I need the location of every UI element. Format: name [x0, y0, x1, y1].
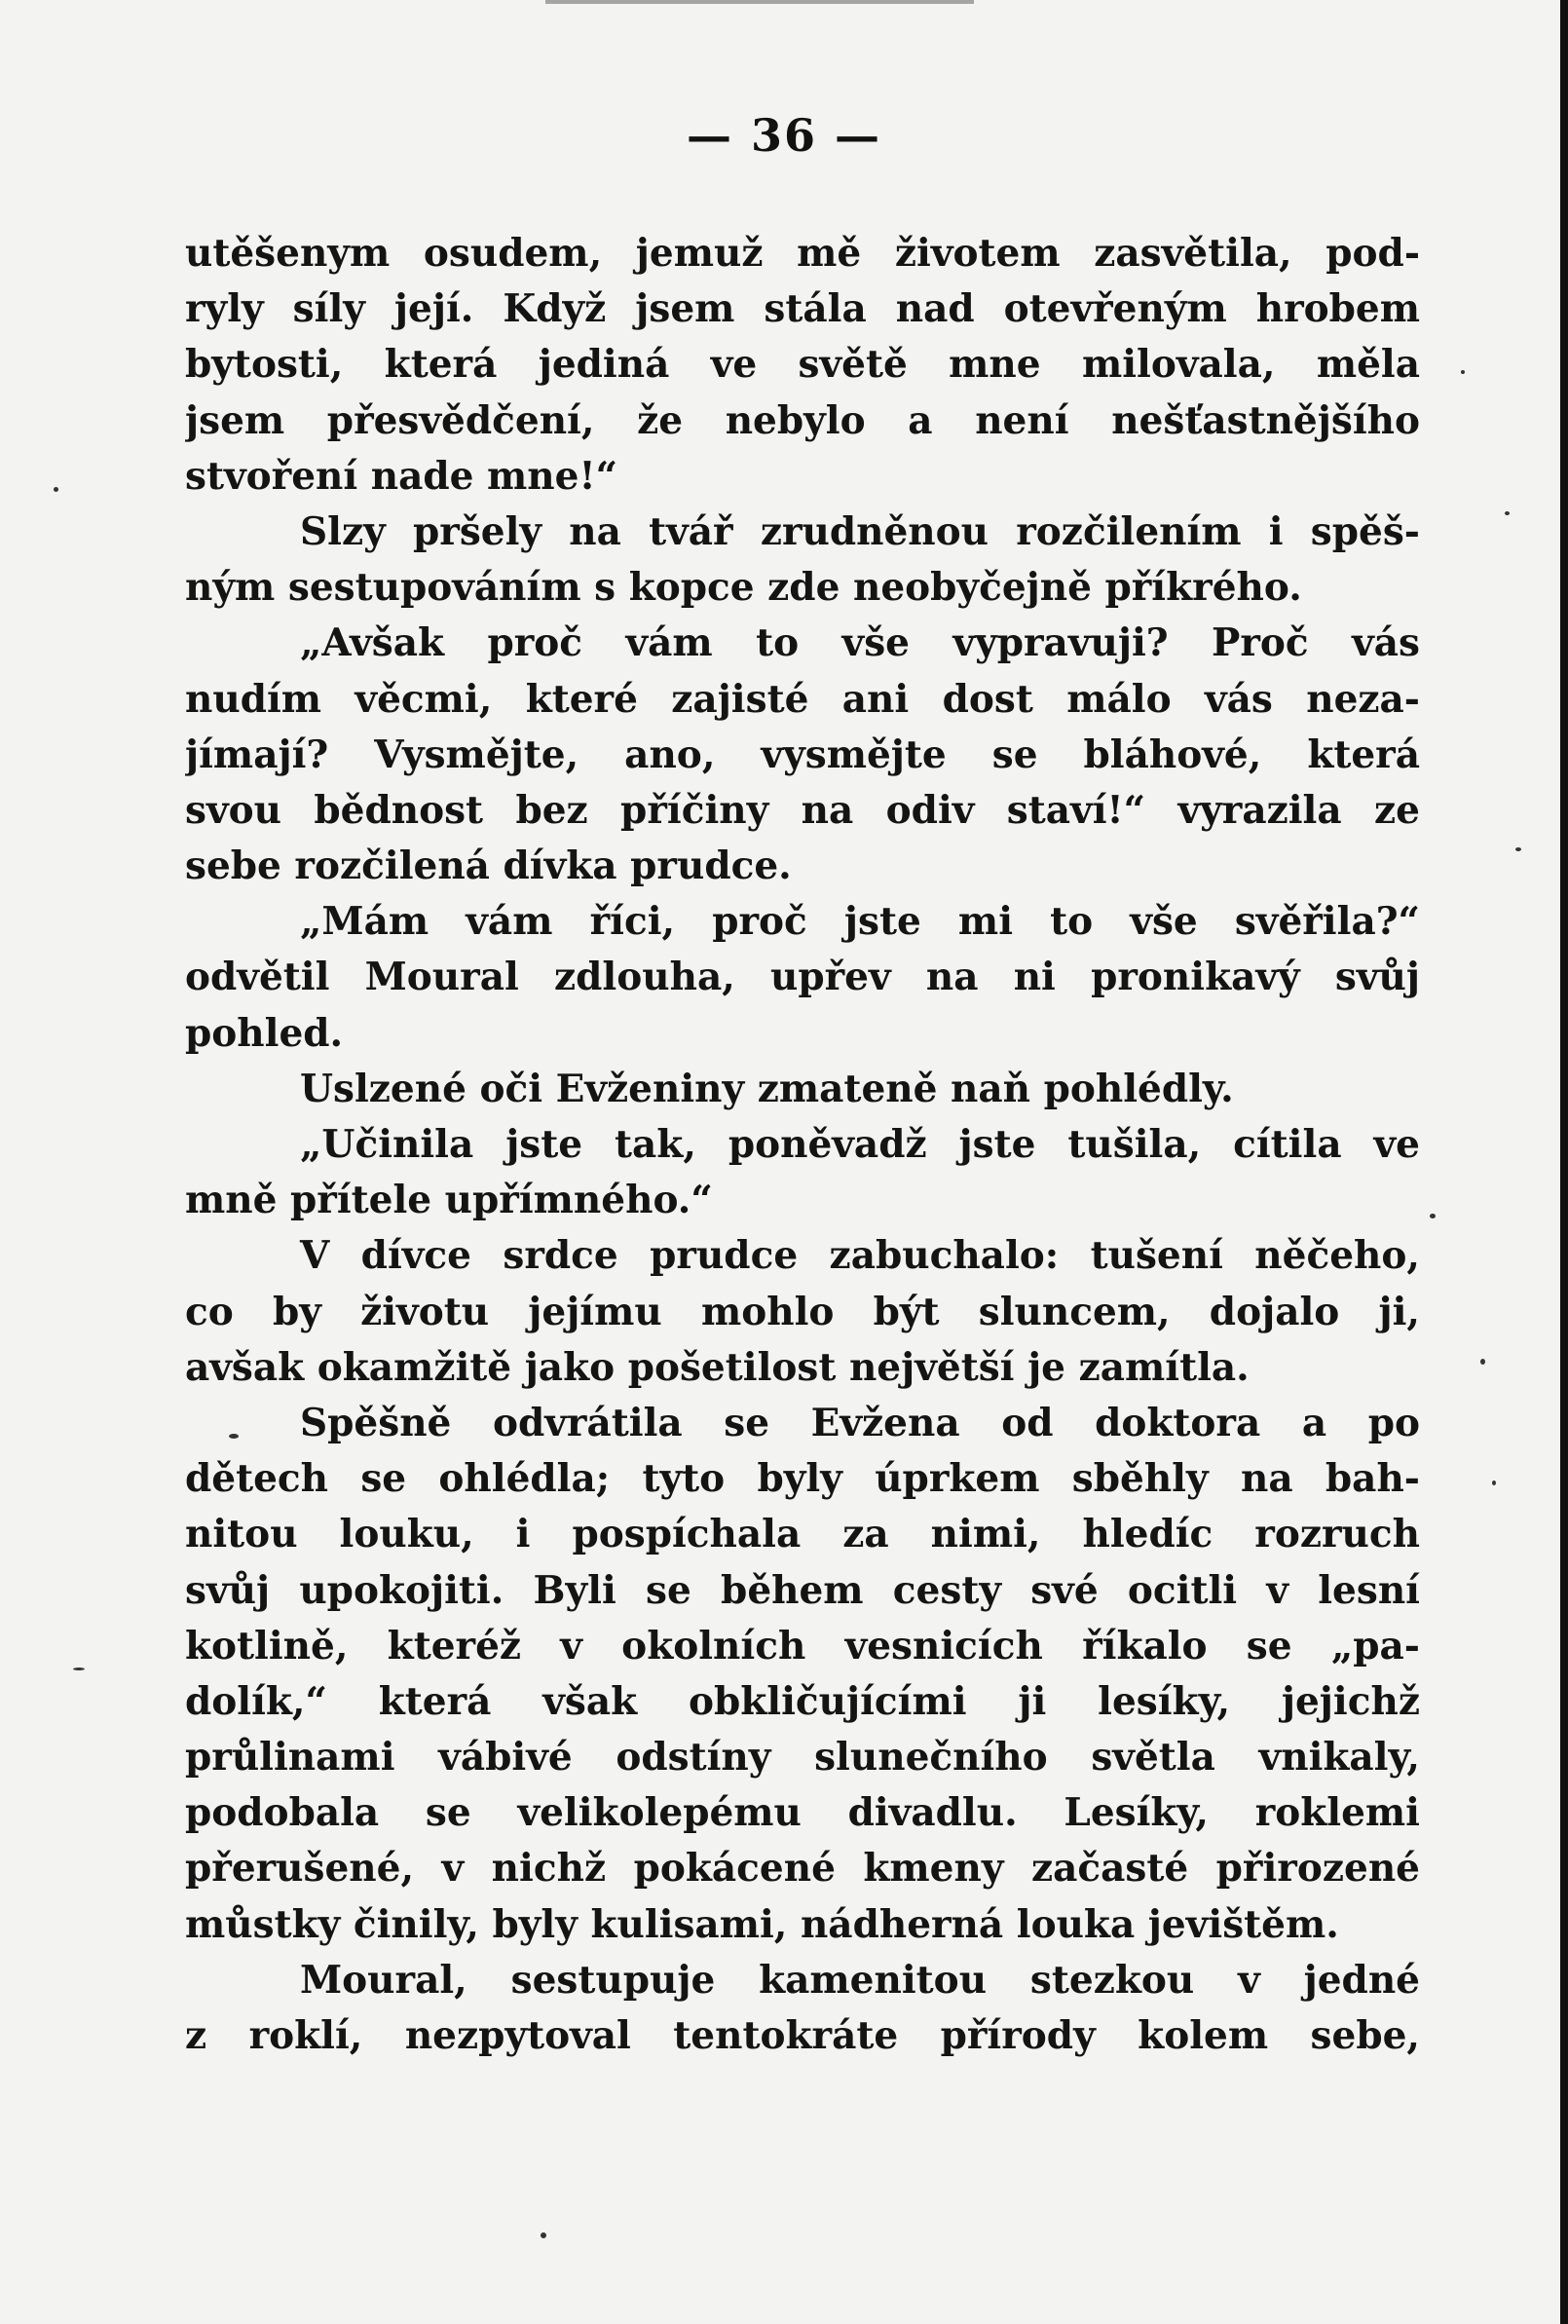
scan-speck — [1505, 511, 1510, 515]
text-line: můstky činily, byly kulisami, nádherná louka jevištěm. — [185, 1901, 1339, 1947]
text-line: utěšenym osudem, jemuž mě životem zasvětila, pod- — [185, 231, 1420, 276]
text-line: dolík,“ která však obkličujícími ji lesíky, jejichž — [185, 1678, 1420, 1724]
text-line: mně přítele upřímného.“ — [185, 1178, 713, 1223]
text-line: pohled. — [185, 1010, 344, 1056]
text-line: jímají? Vysmějte, ano, vysmějte se bláhové, která — [185, 731, 1420, 777]
scan-speck — [541, 2232, 546, 2238]
text-line: „Avšak proč vám to vše vypravuji? Proč vás — [300, 620, 1420, 666]
scan-speck — [1430, 1214, 1436, 1218]
scan-speck — [1515, 847, 1521, 851]
text-line: sebe rozčilená dívka prudce. — [185, 843, 792, 889]
scan-speck — [1480, 1359, 1485, 1365]
text-line: ným sestupováním s kopce zde neobyčejně příkrého. — [185, 565, 1302, 611]
text-line: jsem přesvědčení, že nebylo a není nešťastnějšího — [185, 397, 1420, 443]
text-line: podobala se velikolepému divadlu. Lesíky, roklemi — [185, 1790, 1420, 1836]
text-line: „Mám vám říci, proč jste mi to vše svěřila?“ — [300, 899, 1420, 945]
text-line: odvětil Moural zdlouha, upřev na ni pronikavý svůj — [185, 955, 1420, 1000]
scan-speck — [1492, 1481, 1496, 1485]
page-number: — 36 — — [686, 109, 882, 162]
page-top-smudge — [545, 0, 974, 4]
text-line: Moural, sestupuje kamenitou stezkou v jedné — [300, 1957, 1420, 2003]
text-line: Uslzené oči Evženiny zmateně naň pohlédly. — [300, 1066, 1234, 1111]
text-line: stvoření nade mne!“ — [185, 453, 618, 499]
text-line: nitou louku, i pospíchala za nimi, hledíc rozruch — [185, 1512, 1420, 1557]
scan-speck — [54, 487, 58, 492]
text-line: z roklí, nezpytoval tentokráte přírody kolem sebe, — [185, 2013, 1420, 2058]
text-line: Slzy pršely na tvář zrudněnou rozčilením i spěš- — [300, 508, 1420, 554]
text-line: svůj upokojiti. Byli se během cesty své ocitli v lesní — [185, 1567, 1420, 1613]
text-line: „Učinila jste tak, poněvadž jste tušila, cítila ve — [300, 1122, 1420, 1167]
text-line: V dívce srdce prudce zabuchalo: tušení něčeho, — [300, 1233, 1420, 1279]
scan-speck — [1461, 370, 1465, 374]
text-line: Spěšně odvrátila se Evžena od doktora a po — [300, 1400, 1420, 1445]
text-line: bytosti, která jediná ve světě mne milovala, měla — [185, 342, 1420, 388]
text-line: nudím věcmi, které zajisté ani dost málo vás neza- — [185, 676, 1420, 722]
text-line: ryly síly její. Když jsem stála nad otevřeným hrobem — [185, 286, 1420, 332]
text-line: avšak okamžitě jako pošetilost největší je zamítla. — [185, 1344, 1250, 1390]
text-line: přerušené, v nichž pokácené kmeny začasté přirozené — [185, 1846, 1420, 1892]
text-line: dětech se ohlédla; tyto byly úprkem sběhly na bah- — [185, 1456, 1420, 1502]
text-line: kotlině, kteréž v okolních vesnicích říkalo se „pa- — [185, 1623, 1420, 1668]
text-line: průlinami vábivé odstíny slunečního světla vnikaly, — [185, 1735, 1420, 1780]
page-edge-shadow — [1560, 0, 1568, 2324]
text-line: svou bědnost bez příčiny na odiv staví!“ vyrazila ze — [185, 787, 1420, 833]
scan-speck — [229, 1434, 239, 1439]
scan-speck — [73, 1668, 85, 1670]
body-text — [185, 226, 1420, 2064]
text-line: co by životu jejímu mohlo být sluncem, dojalo ji, — [185, 1289, 1420, 1334]
